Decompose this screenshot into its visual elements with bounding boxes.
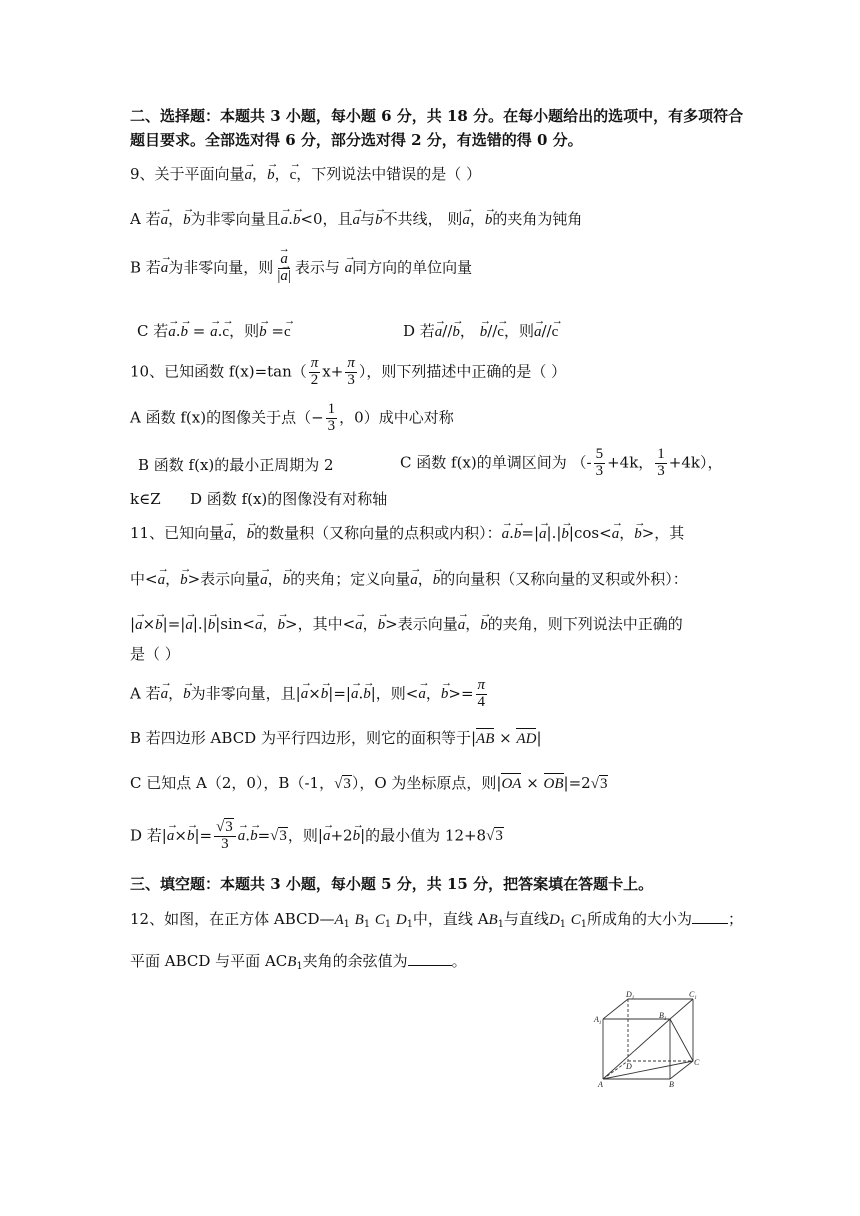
- q9-option-d: D 若→ a//→ b， → b//→ c，则→ a//→ c: [403, 322, 558, 341]
- q12-line1: 12、如图，在正方体 $ABCD—A_1$ $B_1$ $C_1$ $D_1$中，直线 $AB_1$与直线$D_1$ $C_1$所成角的大小为 ；: [130, 910, 744, 930]
- q12-line2: 平面 ABCD 与平面 $ACB_1$夹角的余弦值为 。: [130, 952, 467, 972]
- q11-option-d: D 若|→ a×→ b|= $\frac{√3}{3}$ → a.→ b=√3，则|→ a+2→ b|的最小值为 12+8√3: [130, 820, 504, 853]
- label-C: C: [694, 1058, 700, 1067]
- label-A: A: [598, 1080, 603, 1089]
- section2-heading-line2: 题目要求。全部选对得 6 分，部分选对得 2 分，有选错的得 0 分。: [130, 131, 583, 149]
- q10-option-a: A 函数 f(x)的图像关于点（− $\frac{1}{3}$ ，0）成中心对称: [130, 401, 454, 434]
- q10-kz: k∈Z: [130, 490, 161, 508]
- q9-stem: 9、关于平面向量→ a，→ b，→ c，下列说法中错误的是（ ）: [130, 165, 481, 184]
- label-D: D: [626, 1062, 632, 1071]
- q11-stem-line3: |→ a×→ b|=|→ a|.|→ b|sin<→ a，→ b>，其中<→ a，→ b>表示向量→ a，→ b的夹角，则下列说法中正确的: [130, 615, 683, 634]
- label-C1: $C_1$: [689, 990, 697, 1001]
- label-A1: $A_1$: [594, 1015, 602, 1026]
- section3-heading: 三、填空题：本题共 3 小题，每小题 5 分，共 15 分，把答案填在答题卡上。: [130, 875, 654, 893]
- section2-heading-line1: 二、选择题：本题共 3 小题，每小题 6 分，共 18 分。在每小题给出的选项中，有多项符合: [130, 107, 744, 125]
- q10-stem: 10、已知函数 f(x)=tan（ $\frac{\pi}{2}$ x+ $\frac{\pi}{3}$ ），则下列描述中正确的是（ ）: [130, 355, 567, 388]
- q11-option-c: C 已知点 A（2，0），B（-1，√3），O 为坐标原点，则|OA × OB|=2√3: [130, 774, 608, 792]
- q11-stem-line2: 中<→ a，→ b>表示向量→ a，→ b的夹角；定义向量→ a，→ b的向量积（又称向量的叉积或外积）：: [130, 570, 688, 589]
- q11-stem-line1: 11、已知向量→ a，→ b的数量积（又称向量的点积或内积）：→ a.→ b=|→ a|.|→ b|cos<→ a，→ b>，其: [130, 524, 684, 543]
- label-B1: $B_1$: [659, 1011, 667, 1022]
- q9-option-a: A 若→ a，→ b为非零向量且→ a.→ b<0，且→ a与→ b不共线， 则→ a，→ b的夹角为钝角: [130, 210, 582, 229]
- q10-option-d: D 函数 f(x)的图像没有对称轴: [190, 490, 388, 508]
- q9-option-b: B 若→ a为非零向量，则 → $\frac{a}{|\to a|}$ 表示与 → a同方向的单位向量: [130, 252, 472, 285]
- q11-option-a: A 若→ a，→ b为非零向量，且|→ a×→ b|=|→ a.→ b|，则<→ a，→ b>= $\frac{\pi}{4}$: [130, 678, 489, 711]
- q11-option-b: B 若四边形 ABCD 为平行四边形，则它的面积等于|AB × AD|: [130, 729, 542, 747]
- label-B: B: [669, 1080, 674, 1089]
- cube-figure: [593, 989, 703, 1089]
- label-D1: $D_1$: [626, 990, 635, 1001]
- q10-option-c: C 函数 f(x)的单调区间为 （- $\frac{5}{3}$ +4k， $\frac{1}{3}$ +4k），: [400, 446, 723, 479]
- q11-stem-line4: 是（ ）: [130, 645, 180, 663]
- q9-option-c: C 若→ a.→ b = → a.→ c，则→ b =→ c: [137, 322, 291, 341]
- q10-option-b: B 函数 f(x)的最小正周期为 2: [138, 456, 334, 474]
